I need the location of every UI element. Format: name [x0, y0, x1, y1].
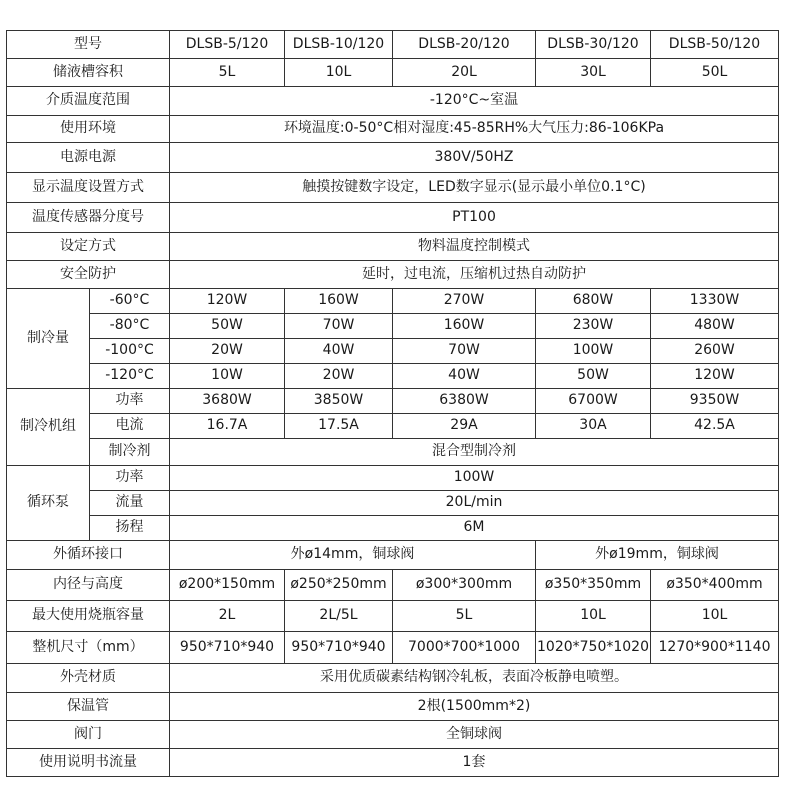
display-value: 触摸按键数字设定，LED数字显示(显示最小单位0.1°C) [170, 173, 779, 203]
cooling-label: 制冷量 [7, 289, 90, 389]
environment-value: 环境温度:0-50°C相对湿度:45-85RH%大气压力:86-106KPa [170, 116, 779, 143]
pump-head-label: 扬程 [90, 516, 170, 541]
dimensions-value: 1270*900*1140 [651, 632, 779, 664]
cooling-value: 270W [393, 289, 536, 314]
pump-head-row [7, 516, 779, 541]
interface-value-right: 外ø19mm，铜球阀 [536, 541, 779, 570]
refrig-current-row [7, 414, 779, 439]
shell-row [7, 664, 779, 693]
flask-value: 5L [393, 601, 536, 632]
setting-value: 物料温度控制模式 [170, 233, 779, 261]
refrig-power-value: 3850W [285, 389, 393, 414]
header-row [7, 31, 779, 59]
cooling-value: 120W [170, 289, 285, 314]
sensor-label: 温度传感器分度号 [7, 203, 170, 233]
safety-value: 延时，过电流，压缩机过热自动防护 [170, 261, 779, 289]
valve-value: 全铜球阀 [170, 721, 779, 749]
cooling-value: 1330W [651, 289, 779, 314]
cooling-value: 70W [393, 339, 536, 364]
manual-value: 1套 [170, 749, 779, 777]
refrig-current-value: 30A [536, 414, 651, 439]
inner-size-label: 内径与高度 [7, 570, 170, 601]
capacity-value: 30L [536, 59, 651, 87]
dimensions-label: 整机尺寸（mm） [7, 632, 170, 664]
inner-size-value: ø200*150mm [170, 570, 285, 601]
temp-range-label: 介质温度范围 [7, 87, 170, 116]
capacity-value: 10L [285, 59, 393, 87]
pump-head-value: 6M [170, 516, 779, 541]
dimensions-value: 950*710*940 [285, 632, 393, 664]
inner-size-row [7, 570, 779, 601]
temp-range-value: -120°C~室温 [170, 87, 779, 116]
manual-label: 使用说明书流量 [7, 749, 170, 777]
pump-power-row [7, 466, 779, 491]
inner-size-value: ø300*300mm [393, 570, 536, 601]
cooling-row [7, 364, 779, 389]
temp-range-row [7, 87, 779, 116]
capacity-label: 储液槽容积 [7, 59, 170, 87]
insulation-label: 保温管 [7, 693, 170, 721]
refrig-current-value: 42.5A [651, 414, 779, 439]
model-name: DLSB-50/120 [651, 31, 779, 59]
model-name: DLSB-10/120 [285, 31, 393, 59]
cooling-value: 230W [536, 314, 651, 339]
cooling-value: 160W [393, 314, 536, 339]
cooling-value: 40W [285, 339, 393, 364]
sensor-row [7, 203, 779, 233]
refrig-power-value: 9350W [651, 389, 779, 414]
insulation-row [7, 693, 779, 721]
dimensions-value: 1020*750*1020 [536, 632, 651, 664]
model-name: DLSB-20/120 [393, 31, 536, 59]
cooling-value: 50W [536, 364, 651, 389]
cooling-value: 40W [393, 364, 536, 389]
refrig-power-value: 6380W [393, 389, 536, 414]
safety-row [7, 261, 779, 289]
power-supply-row [7, 143, 779, 173]
cooling-row [7, 314, 779, 339]
cooling-value: 70W [285, 314, 393, 339]
power-supply-label: 电源电源 [7, 143, 170, 173]
capacity-row [7, 59, 779, 87]
flask-value: 2L [170, 601, 285, 632]
cooling-value: 160W [285, 289, 393, 314]
shell-label: 外壳材质 [7, 664, 170, 693]
cooling-value: 260W [651, 339, 779, 364]
refrig-current-value: 29A [393, 414, 536, 439]
valve-row [7, 721, 779, 749]
capacity-value: 50L [651, 59, 779, 87]
cooling-value: 20W [285, 364, 393, 389]
refrig-current-value: 16.7A [170, 414, 285, 439]
manual-row [7, 749, 779, 777]
model-name: DLSB-30/120 [536, 31, 651, 59]
power-supply-value: 380V/50HZ [170, 143, 779, 173]
inner-size-value: ø250*250mm [285, 570, 393, 601]
valve-label: 阀门 [7, 721, 170, 749]
flask-row [7, 601, 779, 632]
model-name: DLSB-5/120 [170, 31, 285, 59]
refrigerant-label: 制冷剂 [90, 439, 170, 466]
refrig-power-label: 功率 [90, 389, 170, 414]
pump-power-value: 100W [170, 466, 779, 491]
refrig-power-value: 6700W [536, 389, 651, 414]
refrig-current-value: 17.5A [285, 414, 393, 439]
environment-row [7, 116, 779, 143]
capacity-value: 5L [170, 59, 285, 87]
cooling-row [7, 289, 779, 314]
pump-flow-row [7, 491, 779, 516]
pump-flow-value: 20L/min [170, 491, 779, 516]
refrigerant-row [7, 439, 779, 466]
flask-value: 10L [536, 601, 651, 632]
cooling-value: 120W [651, 364, 779, 389]
cooling-value: 20W [170, 339, 285, 364]
flask-label: 最大使用烧瓶容量 [7, 601, 170, 632]
cooling-value: 50W [170, 314, 285, 339]
refrig-current-label: 电流 [90, 414, 170, 439]
dimensions-value: 7000*700*1000 [393, 632, 536, 664]
setting-label: 设定方式 [7, 233, 170, 261]
refrig-unit-label: 制冷机组 [7, 389, 90, 466]
display-row [7, 173, 779, 203]
inner-size-value: ø350*350mm [536, 570, 651, 601]
setting-row [7, 233, 779, 261]
spec-table [6, 30, 779, 777]
refrigerant-value: 混合型制冷剂 [170, 439, 779, 466]
cooling-temp: -120°C [90, 364, 170, 389]
capacity-value: 20L [393, 59, 536, 87]
safety-label: 安全防护 [7, 261, 170, 289]
inner-size-value: ø350*400mm [651, 570, 779, 601]
pump-label: 循环泵 [7, 466, 90, 541]
display-label: 显示温度设置方式 [7, 173, 170, 203]
environment-label: 使用环境 [7, 116, 170, 143]
cooling-value: 680W [536, 289, 651, 314]
cooling-temp: -100°C [90, 339, 170, 364]
sensor-value: PT100 [170, 203, 779, 233]
pump-flow-label: 流量 [90, 491, 170, 516]
cooling-value: 100W [536, 339, 651, 364]
refrig-power-value: 3680W [170, 389, 285, 414]
flask-value: 10L [651, 601, 779, 632]
model-label: 型号 [7, 31, 170, 59]
dimensions-value: 950*710*940 [170, 632, 285, 664]
cooling-row [7, 339, 779, 364]
insulation-value: 2根(1500mm*2) [170, 693, 779, 721]
interface-row [7, 541, 779, 570]
refrig-power-row [7, 389, 779, 414]
interface-label: 外循环接口 [7, 541, 170, 570]
flask-value: 2L/5L [285, 601, 393, 632]
shell-value: 采用优质碳素结构钢冷轧板，表面冷板静电喷塑。 [170, 664, 779, 693]
cooling-value: 480W [651, 314, 779, 339]
cooling-value: 10W [170, 364, 285, 389]
interface-value-left: 外ø14mm，铜球阀 [170, 541, 536, 570]
dimensions-row [7, 632, 779, 664]
pump-power-label: 功率 [90, 466, 170, 491]
cooling-temp: -80°C [90, 314, 170, 339]
cooling-temp: -60°C [90, 289, 170, 314]
